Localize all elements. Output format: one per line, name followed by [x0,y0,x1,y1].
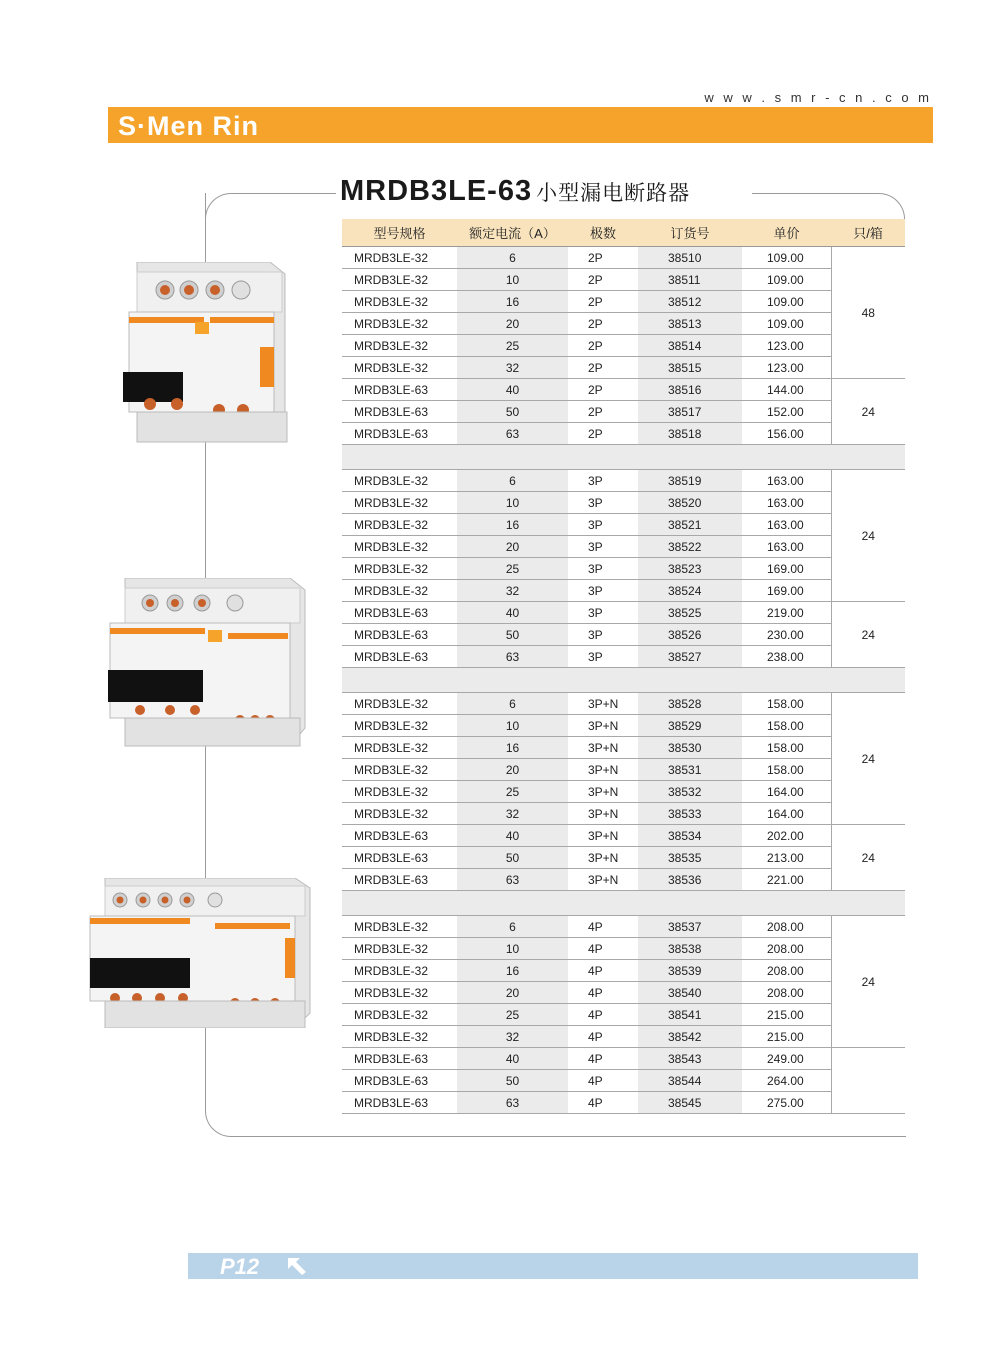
cell-poles: 3P+N [568,781,638,803]
cell-price: 158.00 [742,759,831,781]
cell-model: MRDB3LE-63 [342,825,457,847]
cell-model: MRDB3LE-63 [342,602,457,624]
cell-order-no: 38526 [638,624,742,646]
page-number: P12 [220,1254,260,1279]
cell-model: MRDB3LE-32 [342,960,457,982]
spacer-cell [342,891,905,916]
cell-price: 169.00 [742,580,831,602]
table-row [342,938,905,960]
cell-order-no: 38543 [638,1048,742,1070]
table-row [342,781,905,803]
cell-current: 16 [457,960,568,982]
table-row [342,580,905,602]
cell-current: 63 [457,423,568,445]
cell-per-box: 24 [831,470,905,602]
cell-poles: 3P [568,602,638,624]
cell-current: 10 [457,269,568,291]
cell-poles: 3P [568,558,638,580]
cell-current: 40 [457,602,568,624]
header-per-box: 只/箱 [831,219,905,247]
cell-current: 25 [457,558,568,580]
table-row [342,1004,905,1026]
cell-price: 213.00 [742,847,831,869]
cell-current: 32 [457,1026,568,1048]
cell-model: MRDB3LE-32 [342,938,457,960]
table-row [342,825,905,847]
cell-order-no: 38536 [638,869,742,891]
cell-model: MRDB3LE-32 [342,335,457,357]
cell-order-no: 38521 [638,514,742,536]
cell-model: MRDB3LE-32 [342,247,457,269]
cell-price: 158.00 [742,715,831,737]
cell-poles: 3P [568,470,638,492]
cell-model: MRDB3LE-32 [342,357,457,379]
cell-poles: 2P [568,247,638,269]
cell-model: MRDB3LE-32 [342,803,457,825]
cell-poles: 4P [568,1004,638,1026]
cell-price: 123.00 [742,335,831,357]
cell-model: MRDB3LE-32 [342,492,457,514]
cell-price: 109.00 [742,313,831,335]
cell-order-no: 38518 [638,423,742,445]
cell-order-no: 38525 [638,602,742,624]
cell-poles: 4P [568,1092,638,1114]
cell-current: 6 [457,693,568,715]
cell-order-no: 38529 [638,715,742,737]
brand-name: S·Men Rin [118,111,259,141]
cell-model: MRDB3LE-32 [342,470,457,492]
cell-per-box: 24 [831,379,905,445]
cell-order-no: 38527 [638,646,742,668]
breaker-4p-image [85,878,315,1028]
cell-order-no: 38532 [638,781,742,803]
cell-price: 163.00 [742,470,831,492]
table-row [342,869,905,891]
table-row [342,514,905,536]
cell-model: MRDB3LE-63 [342,423,457,445]
header-model: 型号规格 [342,219,457,247]
cell-per-box: 48 [831,247,905,379]
cell-poles: 3P+N [568,759,638,781]
cell-model: MRDB3LE-63 [342,847,457,869]
cell-per-box [831,1048,905,1114]
cell-price: 215.00 [742,1026,831,1048]
cell-model: MRDB3LE-32 [342,291,457,313]
cell-order-no: 38516 [638,379,742,401]
cell-order-no: 38515 [638,357,742,379]
cell-model: MRDB3LE-32 [342,737,457,759]
cell-price: 163.00 [742,514,831,536]
cell-price: 164.00 [742,781,831,803]
cell-per-box: 24 [831,916,905,1048]
cell-model: MRDB3LE-32 [342,781,457,803]
cell-poles: 3P+N [568,869,638,891]
frame-corner-right [752,193,905,220]
table-row [342,423,905,445]
cell-order-no: 38541 [638,1004,742,1026]
table-row [342,269,905,291]
cell-order-no: 38533 [638,803,742,825]
cell-poles: 4P [568,916,638,938]
table-row [342,335,905,357]
table-row [342,759,905,781]
arrow-up-left-icon[interactable] [286,1256,308,1276]
cell-order-no: 38514 [638,335,742,357]
cell-poles: 2P [568,357,638,379]
cell-current: 10 [457,492,568,514]
spacer-cell [342,668,905,693]
table-row [342,379,905,401]
table-row [342,715,905,737]
spacer-cell [342,445,905,470]
cell-order-no: 38534 [638,825,742,847]
table-row [342,291,905,313]
cell-order-no: 38517 [638,401,742,423]
cell-current: 6 [457,916,568,938]
cell-order-no: 38528 [638,693,742,715]
cell-poles: 4P [568,1070,638,1092]
cell-order-no: 38522 [638,536,742,558]
header-current: 额定电流（A） [457,219,568,247]
cell-current: 20 [457,313,568,335]
cell-poles: 4P [568,982,638,1004]
breaker-3p-image [100,578,310,748]
cell-per-box: 24 [831,602,905,668]
cell-price: 275.00 [742,1092,831,1114]
cell-model: MRDB3LE-63 [342,1092,457,1114]
cell-order-no: 38511 [638,269,742,291]
cell-price: 208.00 [742,916,831,938]
page-title [340,175,690,208]
cell-poles: 3P+N [568,825,638,847]
cell-poles: 4P [568,1048,638,1070]
frame-corner-left [205,193,336,220]
cell-order-no: 38535 [638,847,742,869]
cell-model: MRDB3LE-32 [342,269,457,291]
cell-order-no: 38512 [638,291,742,313]
cell-model: MRDB3LE-63 [342,379,457,401]
cell-per-box: 24 [831,693,905,825]
cell-poles: 2P [568,401,638,423]
cell-current: 16 [457,737,568,759]
brand-header-bar [108,107,933,143]
cell-order-no: 38544 [638,1070,742,1092]
footer-bar [188,1253,918,1279]
cell-model: MRDB3LE-63 [342,1070,457,1092]
cell-current: 50 [457,1070,568,1092]
cell-model: MRDB3LE-32 [342,1004,457,1026]
cell-model: MRDB3LE-32 [342,313,457,335]
breaker-2p-image [115,262,295,447]
cell-current: 32 [457,803,568,825]
header-price: 单价 [742,219,831,247]
cell-poles: 3P [568,536,638,558]
table-row [342,1048,905,1070]
cell-order-no: 38539 [638,960,742,982]
cell-price: 123.00 [742,357,831,379]
cell-price: 215.00 [742,1004,831,1026]
cell-price: 208.00 [742,960,831,982]
cell-price: 158.00 [742,693,831,715]
cell-price: 238.00 [742,646,831,668]
cell-price: 208.00 [742,938,831,960]
cell-current: 50 [457,401,568,423]
cell-poles: 2P [568,313,638,335]
table-row [342,1092,905,1114]
cell-order-no: 38537 [638,916,742,938]
cell-current: 25 [457,335,568,357]
cell-current: 50 [457,847,568,869]
cell-price: 109.00 [742,247,831,269]
cell-price: 230.00 [742,624,831,646]
cell-price: 164.00 [742,803,831,825]
header-order-no: 订货号 [638,219,742,247]
table-header-row [342,219,905,247]
table-row [342,693,905,715]
title-model: MRDB3LE-63 [340,175,533,207]
website-url[interactable]: w w w . s m r - c n . c o m [704,90,932,105]
cell-order-no: 38513 [638,313,742,335]
cell-model: MRDB3LE-63 [342,646,457,668]
table-row [342,558,905,580]
spec-table [342,219,905,1114]
table-row [342,536,905,558]
cell-model: MRDB3LE-63 [342,624,457,646]
cell-poles: 3P+N [568,693,638,715]
cell-current: 25 [457,781,568,803]
cell-current: 6 [457,247,568,269]
cell-price: 208.00 [742,982,831,1004]
cell-poles: 3P+N [568,847,638,869]
cell-model: MRDB3LE-32 [342,982,457,1004]
cell-order-no: 38540 [638,982,742,1004]
cell-poles: 4P [568,1026,638,1048]
cell-model: MRDB3LE-63 [342,869,457,891]
cell-order-no: 38519 [638,470,742,492]
table-row [342,646,905,668]
cell-price: 169.00 [742,558,831,580]
cell-model: MRDB3LE-32 [342,558,457,580]
cell-current: 32 [457,357,568,379]
cell-price: 144.00 [742,379,831,401]
cell-model: MRDB3LE-32 [342,759,457,781]
table-row [342,1026,905,1048]
cell-order-no: 38523 [638,558,742,580]
table-row [342,737,905,759]
cell-model: MRDB3LE-32 [342,693,457,715]
cell-model: MRDB3LE-63 [342,1048,457,1070]
cell-price: 219.00 [742,602,831,624]
table-row [342,960,905,982]
cell-current: 10 [457,715,568,737]
header-poles: 极数 [568,219,638,247]
cell-model: MRDB3LE-32 [342,514,457,536]
cell-price: 221.00 [742,869,831,891]
cell-poles: 2P [568,291,638,313]
cell-current: 16 [457,514,568,536]
cell-order-no: 38531 [638,759,742,781]
cell-order-no: 38530 [638,737,742,759]
cell-price: 163.00 [742,536,831,558]
table-row [342,624,905,646]
cell-price: 158.00 [742,737,831,759]
cell-current: 63 [457,1092,568,1114]
cell-per-box: 24 [831,825,905,891]
cell-price: 109.00 [742,291,831,313]
cell-order-no: 38538 [638,938,742,960]
cell-order-no: 38524 [638,580,742,602]
cell-model: MRDB3LE-32 [342,916,457,938]
cell-order-no: 38542 [638,1026,742,1048]
cell-current: 32 [457,580,568,602]
cell-poles: 3P [568,624,638,646]
cell-order-no: 38545 [638,1092,742,1114]
cell-current: 20 [457,759,568,781]
cell-price: 152.00 [742,401,831,423]
group-spacer-row [342,668,905,693]
table-row [342,357,905,379]
title-chinese: 小型漏电断路器 [536,182,691,205]
cell-current: 10 [457,938,568,960]
cell-current: 40 [457,1048,568,1070]
cell-current: 63 [457,869,568,891]
table-row [342,803,905,825]
cell-price: 264.00 [742,1070,831,1092]
cell-order-no: 38510 [638,247,742,269]
table-row [342,916,905,938]
table-row [342,247,905,269]
cell-model: MRDB3LE-63 [342,401,457,423]
cell-model: MRDB3LE-32 [342,1026,457,1048]
table-row [342,982,905,1004]
group-spacer-row [342,891,905,916]
cell-current: 6 [457,470,568,492]
cell-current: 16 [457,291,568,313]
cell-current: 40 [457,379,568,401]
table-row [342,470,905,492]
cell-price: 163.00 [742,492,831,514]
cell-poles: 3P [568,514,638,536]
cell-poles: 3P+N [568,737,638,759]
cell-poles: 3P [568,580,638,602]
table-row [342,602,905,624]
cell-poles: 4P [568,960,638,982]
table-row [342,313,905,335]
cell-model: MRDB3LE-32 [342,536,457,558]
cell-current: 50 [457,624,568,646]
cell-current: 25 [457,1004,568,1026]
cell-poles: 2P [568,379,638,401]
cell-order-no: 38520 [638,492,742,514]
table-row [342,1070,905,1092]
cell-poles: 3P [568,646,638,668]
table-row [342,847,905,869]
cell-poles: 4P [568,938,638,960]
group-spacer-row [342,445,905,470]
cell-model: MRDB3LE-32 [342,580,457,602]
cell-current: 20 [457,982,568,1004]
table-row [342,492,905,514]
cell-price: 202.00 [742,825,831,847]
cell-poles: 2P [568,269,638,291]
cell-price: 109.00 [742,269,831,291]
cell-current: 20 [457,536,568,558]
cell-poles: 3P [568,492,638,514]
cell-poles: 2P [568,423,638,445]
cell-poles: 3P+N [568,803,638,825]
cell-model: MRDB3LE-32 [342,715,457,737]
cell-current: 63 [457,646,568,668]
table-row [342,401,905,423]
cell-poles: 3P+N [568,715,638,737]
cell-poles: 2P [568,335,638,357]
cell-current: 40 [457,825,568,847]
cell-price: 249.00 [742,1048,831,1070]
cell-price: 156.00 [742,423,831,445]
